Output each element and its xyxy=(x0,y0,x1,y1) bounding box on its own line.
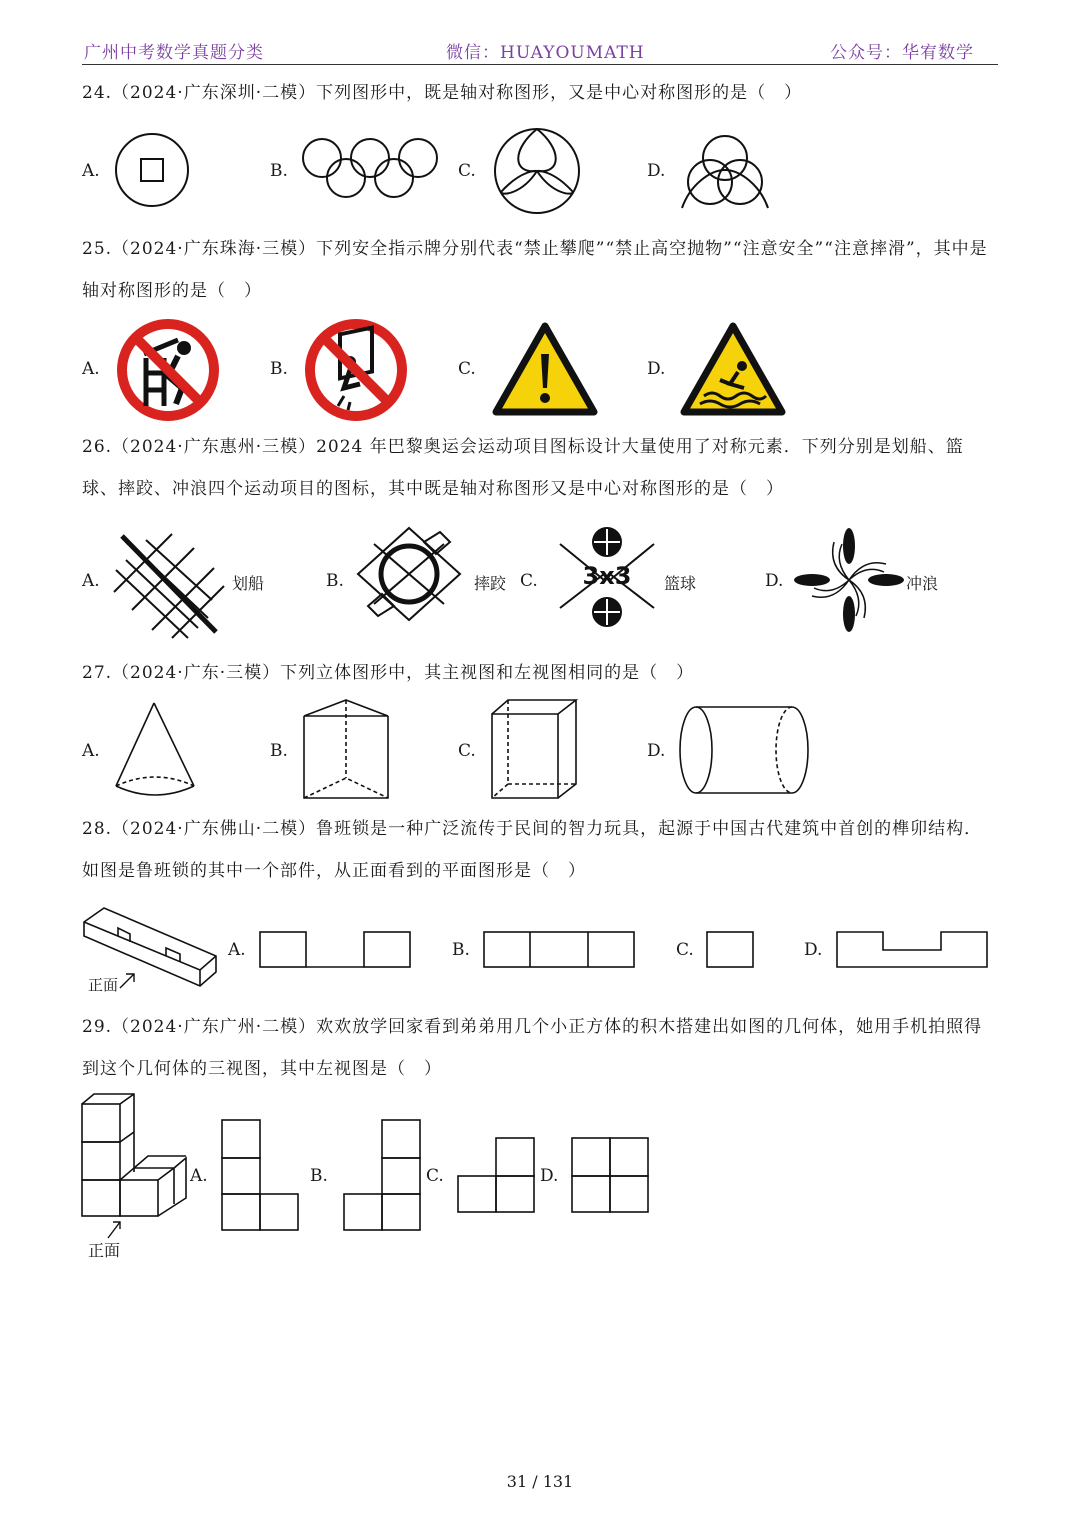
header-right: 公众号：华宥数学 xyxy=(830,43,974,63)
arrow-icon xyxy=(104,1218,124,1240)
q28-option-c-figure xyxy=(705,930,755,970)
q27-option-c[interactable]: C. xyxy=(458,741,476,761)
cone-figure xyxy=(112,700,198,802)
surfing-label: 冲浪 xyxy=(906,574,939,593)
q26-option-c[interactable]: C. xyxy=(520,571,538,591)
rowing-label: 划船 xyxy=(232,574,265,593)
q26-option-a[interactable]: A. xyxy=(82,571,100,591)
q28-option-b-figure xyxy=(482,930,636,970)
q28-option-d[interactable]: D. xyxy=(804,940,823,960)
q25-option-a[interactable]: A. xyxy=(82,359,100,379)
question-28: 28.（2024·广东佛山·二模）鲁班锁是一种广泛流传于民间的智力玩具，起源于中国古代建筑中首创的榫卯结构．如图是鲁班锁的其中一个部件，从正面看到的平面图形是（ ） xyxy=(82,819,983,881)
stacked-cubes-figure xyxy=(80,1092,190,1218)
q29-option-d-figure xyxy=(568,1134,654,1216)
question-25: 25.（2024·广东珠海·三模）下列安全指示牌分别代表“禁止攀爬”“禁止高空抛物”“注意安全”“注意摔滑”，其中是轴对称图形的是（ ） xyxy=(82,239,988,301)
triangular-prism-figure xyxy=(300,698,394,802)
question-24: 24.（2024·广东深圳·二模）下列图形中，既是轴对称图形，又是中心对称图形的是（ ） xyxy=(82,83,803,103)
caution-sign-icon xyxy=(492,322,598,416)
basketball-label: 篮球 xyxy=(664,574,697,593)
basketball-3x3-icon xyxy=(554,524,660,628)
page-number: 31 / 131 xyxy=(506,1472,574,1491)
olympic-rings-figure xyxy=(300,136,445,206)
question-26: 26.（2024·广东惠州·三模）2024 年巴黎奥运会运动项目图标设计大量使用了对称元素．下列分别是划船、篮球、摔跤、冲浪四个运动项目的图标，其中既是轴对称图形又是中心对称图形的是（ ） xyxy=(82,437,964,499)
q29-option-c[interactable]: C. xyxy=(426,1166,444,1186)
q24-option-c[interactable]: C. xyxy=(458,161,476,181)
q26-option-b[interactable]: B. xyxy=(326,571,344,591)
surfing-icon xyxy=(794,528,904,632)
header-center: 微信：HUAYOUMATH xyxy=(446,43,645,63)
circle-with-square-figure xyxy=(110,132,194,212)
cylinder-figure xyxy=(678,704,814,798)
question-27: 27.（2024·广东·三模）下列立体图形中，其主视图和左视图相同的是（ ） xyxy=(82,663,695,683)
circle-three-petals-figure xyxy=(492,124,582,216)
q29-front-label: 正面 xyxy=(88,1241,121,1260)
rowing-icon xyxy=(112,530,232,640)
wrestling-icon xyxy=(354,524,464,624)
q26-option-d[interactable]: D. xyxy=(765,571,784,591)
cuboid-figure xyxy=(488,698,582,802)
q27-option-b[interactable]: B. xyxy=(270,741,288,761)
q24-option-a[interactable]: A. xyxy=(82,161,100,181)
q28-option-d-figure xyxy=(835,930,989,970)
q29-option-b-figure xyxy=(340,1116,426,1234)
q27-option-d[interactable]: D. xyxy=(647,741,666,761)
q28-option-c[interactable]: C. xyxy=(676,940,694,960)
header-left: 广州中考数学真题分类 xyxy=(84,43,264,63)
q28-option-a-figure xyxy=(258,930,412,970)
question-29: 29.（2024·广东广州·二模）欢欢放学回家看到弟弟用几个小正方体的积木搭建出如图的几何体，她用手机拍照得到这个几何体的三视图，其中左视图是（ ） xyxy=(82,1017,983,1079)
q25-option-d[interactable]: D. xyxy=(647,359,666,379)
no-climbing-sign-icon xyxy=(116,318,220,422)
q25-option-b[interactable]: B. xyxy=(270,359,288,379)
q27-option-a[interactable]: A. xyxy=(82,741,100,761)
q25-option-c[interactable]: C. xyxy=(458,359,476,379)
triquetra-figure xyxy=(680,130,770,212)
q28-option-a[interactable]: A. xyxy=(228,940,246,960)
q29-option-a[interactable]: A. xyxy=(190,1166,208,1186)
q29-option-a-figure xyxy=(218,1116,304,1234)
q24-option-b[interactable]: B. xyxy=(270,161,288,181)
q29-option-b[interactable]: B. xyxy=(310,1166,328,1186)
header-divider xyxy=(82,64,998,65)
q28-option-b[interactable]: B. xyxy=(452,940,470,960)
slippery-sign-icon xyxy=(680,322,786,416)
no-throwing-sign-icon xyxy=(304,318,408,422)
wrestling-label: 摔跤 xyxy=(474,574,507,593)
arrow-icon xyxy=(118,970,138,990)
q29-option-d[interactable]: D. xyxy=(540,1166,559,1186)
q24-option-d[interactable]: D. xyxy=(647,161,666,181)
q29-option-c-figure xyxy=(454,1134,540,1216)
q28-front-label: 正面 xyxy=(88,976,119,994)
svg-text:3x3: 3x3 xyxy=(582,562,632,590)
